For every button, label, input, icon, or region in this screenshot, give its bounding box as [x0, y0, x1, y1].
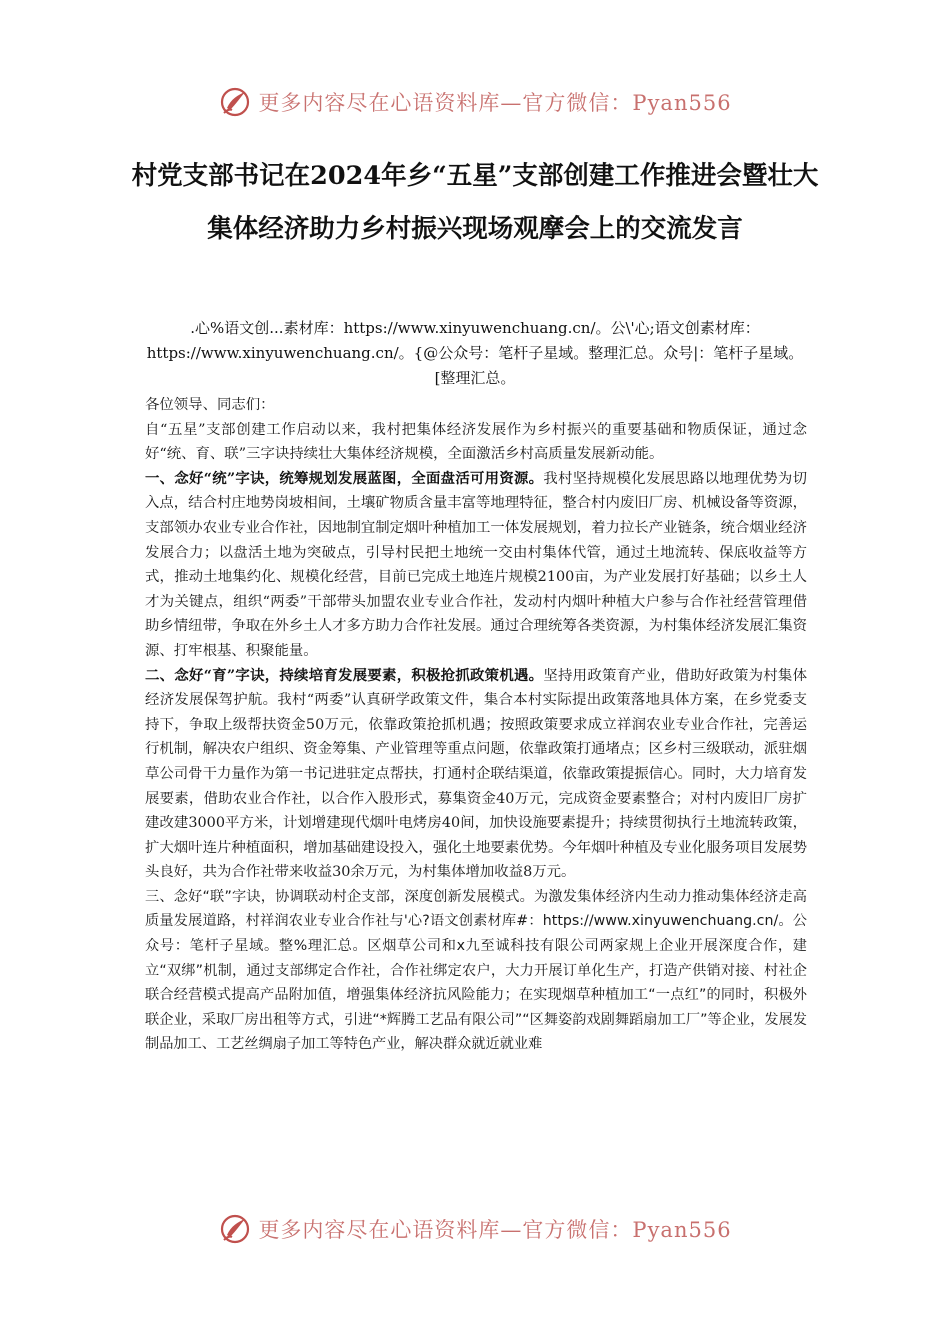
brush-logo-icon [218, 85, 252, 119]
section-1-paragraph [145, 467, 807, 664]
banner-text: 更多内容尽在心语资料库—官方微信：Pyan556 [258, 1218, 732, 1242]
document-body [145, 393, 807, 1057]
brush-logo-icon [218, 1212, 252, 1246]
section-2-heading: 二、念好“育”字诀，持续培育发展要素，积极抢抓政策机遇。 [145, 666, 544, 684]
document-title: 村党支部书记在2024年乡“五星”支部创建工作推进会暨壮大集体经济助力乡村振兴现场观摩会上的交流发言 [131, 161, 819, 244]
header-banner [0, 80, 950, 124]
salutation: 各位领导、同志们： [145, 397, 275, 413]
section-2-paragraph [145, 664, 807, 885]
footer-banner [0, 1207, 950, 1251]
intro-paragraph: 自“五星”支部创建工作启动以来，我村把集体经济发展作为乡村振兴的重要基础和物质保证，通过念好“统、育、联”三字诀持续壮大集体经济规模，全面激活乡村高质量发展新动能。 [145, 421, 807, 463]
section-3-heading: 三、念好“联”字诀，协调联动村企支部，深度创新发展模式。 [145, 888, 534, 905]
section-3-text: 为激发集体经济内生动力推动集体经济走高质量发展道路，村祥润农业专业合作社与'心?语文创素材库#：https://www.xinyuwenchuang.cn/。公众号：笔杆子星域。整%理汇总。区烟草公司和x九至诚科技有限公司两家规上企业开展深度合作，建立“双绑”机制，通过支部绑定合作社，合作社绑定农户，大力开展订单化生产，打造产供销对接、村社企联合经营模式提高产品附加值，增强集体经济抗风险能力；在实现烟草种植加工“一点红”的同时，积极外联企业，采取厂房出租等方式，引进“*辉腾工艺品有限公司”“区舞姿韵戏剧舞蹈扇加工厂”等企业，发展发制品加工、工艺丝绸扇子加工等特色产业，解决群众就近就业难 [145, 888, 807, 1053]
section-1-heading: 一、念好“统”字诀，统筹规划发展蓝图，全面盘活可用资源。 [145, 469, 544, 487]
section-1-text: 我村坚持规模化发展思路以地理优势为切入点，结合村庄地势岗坡相间，土壤矿物质含量丰富等地理特征，整合村内废旧厂房、机械设备等资源，支部领办农业专业合作社，因地制宜制定烟叶种植加工一体发展规划，着力拉长产业链条，统合烟业经济发展合力；以盘活土地为突破点，引导村民把土地统一交由村集体代管，通过土地流转、保底收益等方式，推动土地集约化、规模化经营，目前已完成土地连片规模2100亩，为产业发展打好基础；以乡土人才为关键点，组织“两委”干部带头加盟农业专业合作社，发动村内烟叶种植大户参与合作社经营管理借助乡情纽带，争取在外乡土人才多方助力合作社发展。通过合理统筹各类资源，为村集体经济发展汇集资源、打牢根基、积聚能量。 [145, 470, 807, 659]
section-3-paragraph [145, 885, 807, 1057]
banner-text: 更多内容尽在心语资料库—官方微信：Pyan556 [258, 91, 732, 115]
source-note: .心%语文创...素材库：https://www.xinyuwenchuang.cn/。公\'心;语文创素材库：https://www.xinyuwenchuang.cn/。{@公众号：笔杆子星域。整理汇总。众号|：笔杆子星域。[整理汇总。 [146, 319, 804, 387]
section-2-text: 坚持用政策育产业，借助好政策为村集体经济发展保驾护航。我村“两委”认真研学政策文件，集合本村实际提出政策落地具体方案，在乡党委支持下，争取上级帮扶资金50万元，依靠政策抢抓机遇；按照政策要求成立祥润农业专业合作社，完善运行机制，解决农户组织、资金筹集、产业管理等重点问题，依靠政策打通堵点；区乡村三级联动，派驻烟草公司骨干力量作为第一书记进驻定点帮扶，打通村企联结渠道，依靠政策提振信心。同时，大力培育发展要素，借助农业合作社，以合作入股形式，募集资金40万元，完成资金要素整合；对村内废旧厂房扩建改建3000平方米，计划增建现代烟叶电烤房40间，加快设施要素提升；持续贯彻执行土地流转政策，扩大烟叶连片种植面积，增加基础建设投入，强化土地要素优势。今年烟叶种植及专业化服务项目发展势头良好，共为合作社带来收益30余万元，为村集体增加收益8万元。 [145, 667, 807, 881]
